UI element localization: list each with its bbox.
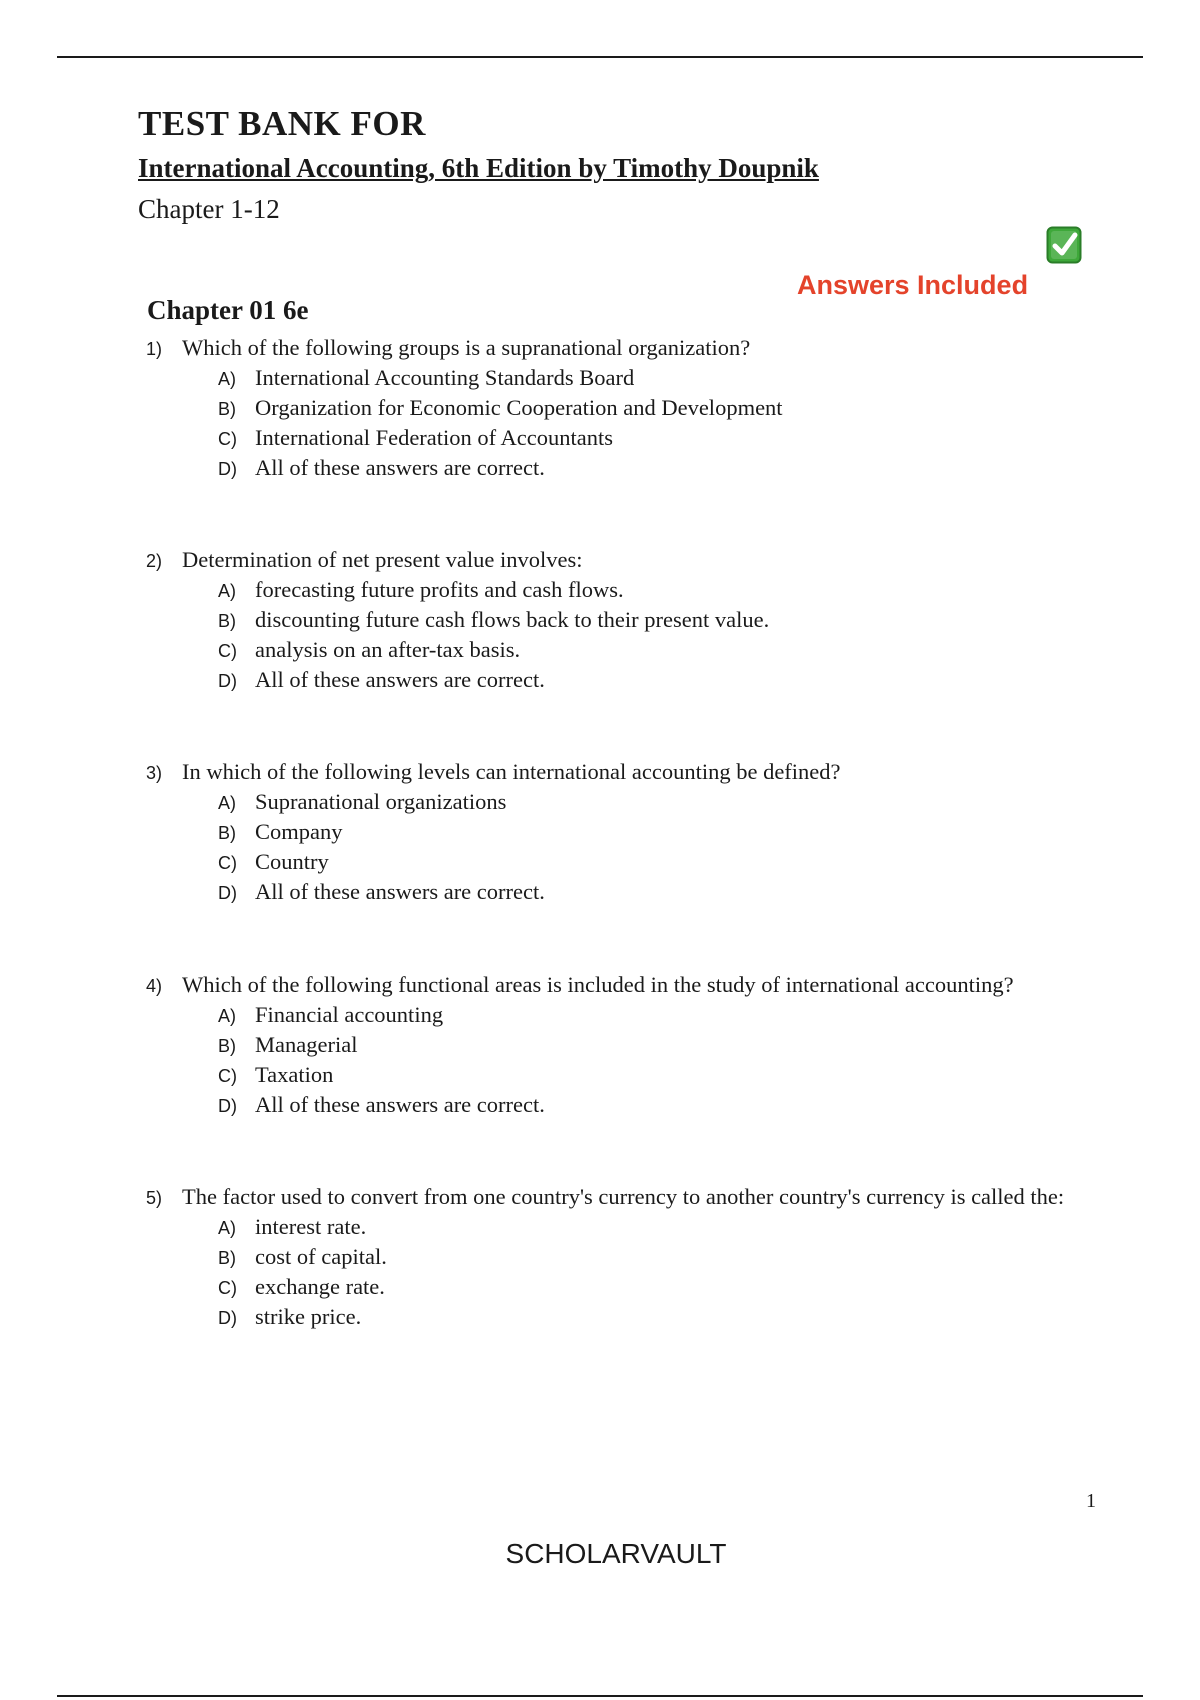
option-letter: D) (218, 459, 237, 479)
option-text: interest rate. (255, 1214, 367, 1239)
option-b (146, 1030, 1096, 1060)
option-c (146, 1060, 1096, 1090)
option-letter: C) (218, 1066, 237, 1086)
question-2 (146, 545, 1096, 695)
option-d (146, 1302, 1096, 1332)
question-stem (146, 333, 1096, 363)
question-stem (146, 545, 1096, 575)
option-c (146, 423, 1096, 453)
option-text: Financial accounting (255, 1002, 444, 1027)
option-letter: C) (218, 853, 237, 873)
option-letter: D) (218, 1308, 237, 1328)
option-letter: C) (218, 429, 237, 449)
question-number: 3) (146, 763, 163, 783)
bottom-rule (57, 1695, 1143, 1697)
top-rule (57, 56, 1143, 58)
option-letter: D) (218, 1096, 237, 1116)
option-text: All of these answers are correct. (255, 879, 545, 904)
question-stem (146, 757, 1096, 787)
option-text: cost of capital. (255, 1244, 387, 1269)
option-text: Supranational organizations (255, 789, 507, 814)
option-letter: A) (218, 1218, 236, 1238)
checkmark-icon (1046, 226, 1082, 264)
option-c (146, 847, 1096, 877)
option-letter: C) (218, 641, 237, 661)
option-text: analysis on an after-tax basis. (255, 637, 521, 662)
footer-brand: SCHOLARVAULT (505, 1538, 727, 1569)
option-letter: B) (218, 1248, 236, 1268)
option-text: All of these answers are correct. (255, 667, 545, 692)
option-d (146, 877, 1096, 907)
option-text: All of these answers are correct. (255, 1092, 545, 1117)
option-text: Organization for Economic Cooperation and Development (255, 395, 783, 420)
option-c (146, 1272, 1096, 1302)
question-1 (146, 333, 1096, 483)
option-list (146, 575, 1096, 695)
question-text: Which of the following groups is a supranational organization? (182, 335, 751, 360)
question-text: In which of the following levels can international accounting be defined? (182, 759, 841, 784)
option-letter: A) (218, 369, 236, 389)
option-b (146, 393, 1096, 423)
option-text: Country (255, 849, 329, 874)
question-number: 4) (146, 976, 163, 996)
option-text: exchange rate. (255, 1274, 385, 1299)
question-text: Determination of net present value involves: (182, 547, 583, 572)
option-a (146, 1000, 1096, 1030)
question-3 (146, 757, 1096, 907)
option-list (146, 787, 1096, 907)
option-a (146, 787, 1096, 817)
option-text: International Accounting Standards Board (255, 365, 635, 390)
option-text: Taxation (255, 1062, 334, 1087)
question-number: 1) (146, 339, 163, 359)
option-letter: B) (218, 399, 236, 419)
question-4 (146, 970, 1096, 1120)
chapter-heading: Chapter 01 6e (147, 295, 309, 325)
chapter-range: Chapter 1-12 (138, 194, 280, 224)
option-text: forecasting future profits and cash flows. (255, 577, 624, 602)
option-text: Managerial (255, 1032, 358, 1057)
option-letter: D) (218, 883, 237, 903)
option-b (146, 817, 1096, 847)
option-letter: B) (218, 823, 236, 843)
option-text: discounting future cash flows back to their present value. (255, 607, 770, 632)
option-text: Company (255, 819, 343, 844)
option-list (146, 1000, 1096, 1120)
document-subtitle: International Accounting, 6th Edition by Timothy Doupnik (138, 153, 819, 183)
page-number: 1 (1086, 1490, 1096, 1512)
option-list (146, 1212, 1096, 1332)
option-list (146, 363, 1096, 483)
question-text: Which of the following functional areas is included in the study of international accounting? (182, 972, 1014, 997)
question-stem (146, 970, 1096, 1000)
option-b (146, 605, 1096, 635)
option-text: strike price. (255, 1304, 362, 1329)
question-stem (146, 1182, 1096, 1212)
option-letter: A) (218, 793, 236, 813)
option-letter: D) (218, 671, 237, 691)
option-text: International Federation of Accountants (255, 425, 614, 450)
question-number: 5) (146, 1188, 163, 1208)
question-5 (146, 1182, 1096, 1332)
question-number: 2) (146, 551, 163, 571)
option-b (146, 1242, 1096, 1272)
option-a (146, 1212, 1096, 1242)
option-a (146, 575, 1096, 605)
option-d (146, 1090, 1096, 1120)
option-letter: B) (218, 1036, 236, 1056)
option-letter: A) (218, 1006, 236, 1026)
option-text: All of these answers are correct. (255, 455, 545, 480)
option-d (146, 665, 1096, 695)
option-letter: B) (218, 611, 236, 631)
document-title: TEST BANK FOR (138, 104, 426, 143)
option-letter: C) (218, 1278, 237, 1298)
answers-included-label: Answers Included (797, 270, 1029, 300)
option-letter: A) (218, 581, 236, 601)
option-d (146, 453, 1096, 483)
option-a (146, 363, 1096, 393)
option-c (146, 635, 1096, 665)
question-text: The factor used to convert from one country's currency to another country's currency is called the: (182, 1184, 1065, 1209)
